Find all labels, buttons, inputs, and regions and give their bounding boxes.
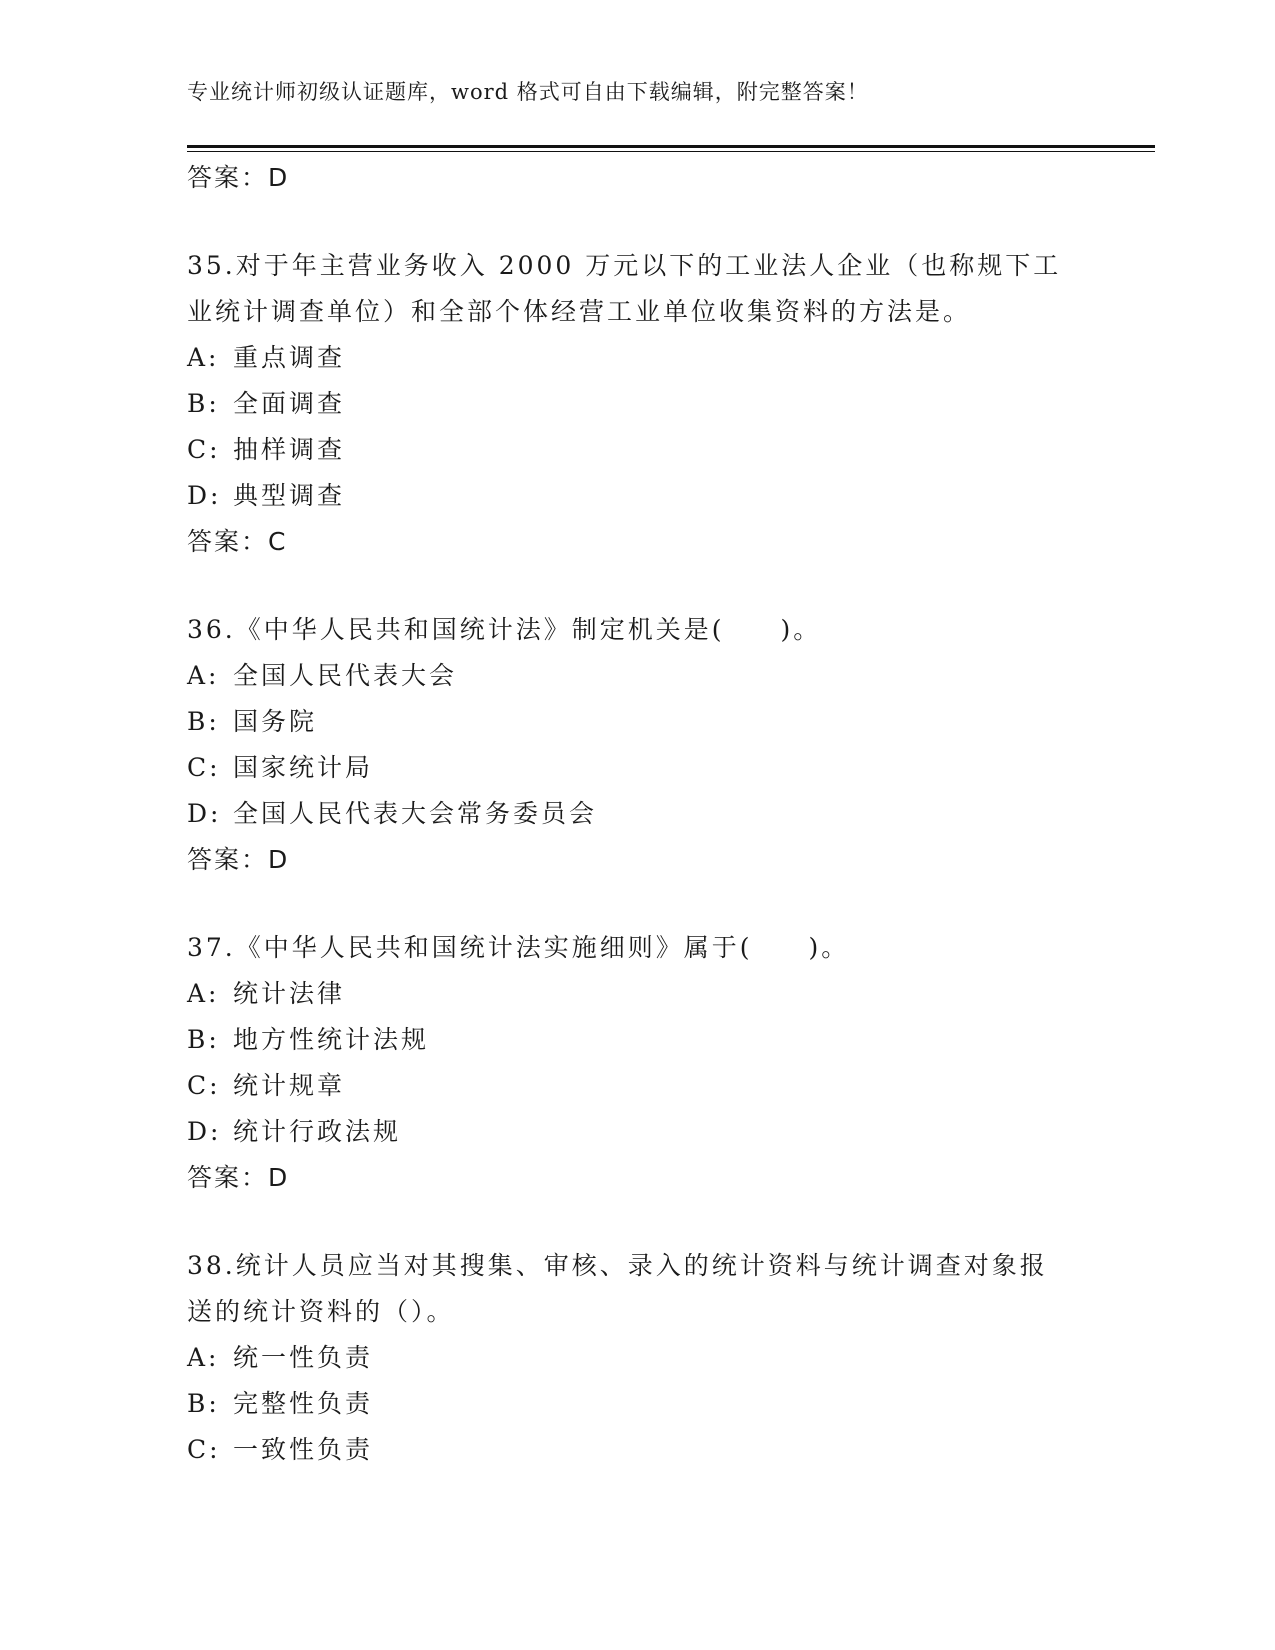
option-b [187,1017,1067,1063]
option-text: 统计规章 [233,1071,346,1100]
option-c [187,1427,1067,1473]
option-a [187,971,1067,1017]
header-divider-thick [187,145,1155,148]
option-b [187,381,1067,427]
option-a [187,1335,1067,1381]
option-text: 一致性负责 [233,1435,374,1464]
option-text: 统计行政法规 [233,1117,402,1146]
option-text: 国务院 [233,707,318,736]
option-b [187,699,1067,745]
option-c [187,427,1067,473]
option-key: C: [187,753,221,782]
option-key: D: [187,481,222,510]
spacer [187,565,1067,607]
question-text: 35.对于年主营业务收入 2000 万元以下的工业法人企业（也称规下工 [187,251,1062,280]
option-key: B: [187,1025,220,1054]
option-key: C: [187,435,221,464]
question-text: 36.《中华人民共和国统计法》制定机关是( )。 [187,615,822,644]
question-37 [187,925,1067,1201]
question-text: 37.《中华人民共和国统计法实施细则》属于( )。 [187,933,850,962]
option-text: 统一性负责 [233,1343,374,1372]
option-key: B: [187,1389,220,1418]
answer-36: 答案：D [187,845,290,874]
option-d [187,473,1067,519]
option-d [187,791,1067,837]
option-text: 全面调查 [233,389,346,418]
option-a [187,653,1067,699]
option-key: A: [187,1343,220,1372]
spacer [187,1201,1067,1243]
page-header: 专业统计师初级认证题库，word 格式可自由下载编辑，附完整答案！ [187,80,869,104]
question-text: 业统计调查单位）和全部个体经营工业单位收集资料的方法是。 [187,297,972,326]
option-key: D: [187,799,222,828]
option-text: 重点调查 [233,343,346,372]
option-text: 统计法律 [233,979,346,1008]
option-key: A: [187,661,220,690]
question-text: 送的统计资料的（）。 [187,1297,455,1326]
question-36 [187,607,1067,883]
answer-37: 答案：D [187,1163,290,1192]
option-text: 全国人民代表大会 [233,661,458,690]
option-c [187,745,1067,791]
option-text: 全国人民代表大会常务委员会 [233,799,598,828]
option-d [187,1109,1067,1155]
option-text: 典型调查 [233,481,346,510]
option-c [187,1063,1067,1109]
option-key: D: [187,1117,222,1146]
option-key: B: [187,707,220,736]
option-b [187,1381,1067,1427]
question-38 [187,1243,1067,1473]
spacer [187,883,1067,925]
option-text: 抽样调查 [233,435,346,464]
option-text: 完整性负责 [233,1389,374,1418]
option-text: 地方性统计法规 [233,1025,430,1054]
document-body [187,155,1067,1473]
answer-previous: 答案：D [187,163,290,192]
option-text: 国家统计局 [233,753,374,782]
question-35 [187,243,1067,565]
option-a [187,335,1067,381]
header-divider-thin [187,151,1155,152]
option-key: C: [187,1435,221,1464]
option-key: A: [187,979,220,1008]
answer-35: 答案：C [187,527,288,556]
question-text: 38.统计人员应当对其搜集、审核、录入的统计资料与统计调查对象报 [187,1251,1048,1280]
spacer [187,201,1067,243]
option-key: A: [187,343,220,372]
option-key: B: [187,389,220,418]
option-key: C: [187,1071,221,1100]
